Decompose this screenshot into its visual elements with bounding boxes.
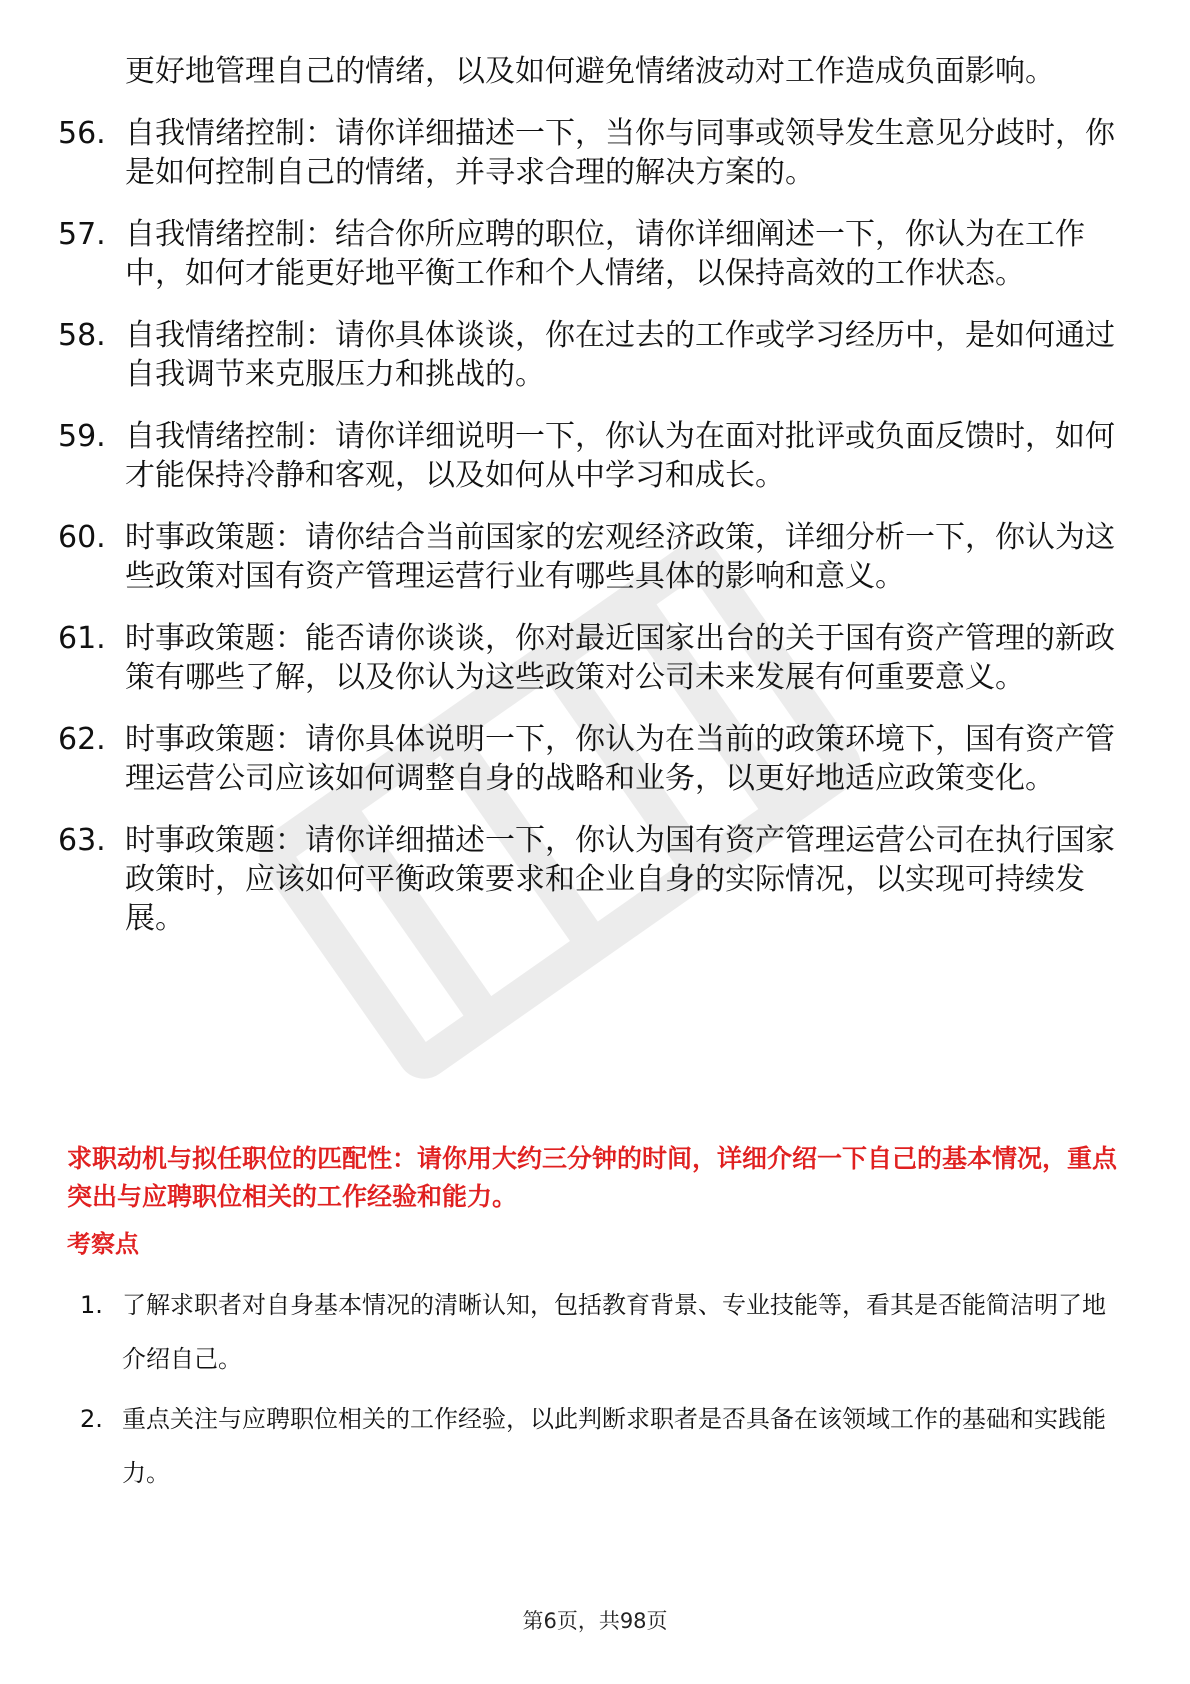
item-number: 56.: [58, 116, 106, 151]
list-item: [58, 518, 1118, 596]
item-text: 自我情绪控制：请你详细说明一下，你认为在面对批评或负面反馈时，如何才能保持冷静和客观，以及如何从中学习和成长。: [125, 419, 1115, 493]
item-text: 自我情绪控制：请你具体谈谈，你在过去的工作或学习经历中，是如何通过自我调节来克服压力和挑战的。: [125, 318, 1115, 392]
list-item: [58, 215, 1118, 293]
item-number: 59.: [58, 419, 106, 454]
item-text: 自我情绪控制：结合你所应聘的职位，请你详细阐述一下，你认为在工作中，如何才能更好地平衡工作和个人情绪，以保持高效的工作状态。: [125, 217, 1085, 291]
item-number: 63.: [58, 823, 106, 858]
list-item: [80, 1392, 1120, 1500]
list-item: [58, 821, 1118, 938]
item-number: 61.: [58, 621, 106, 656]
item-number: 62.: [58, 722, 106, 757]
item-text: 时事政策题：请你具体说明一下，你认为在当前的政策环境下，国有资产管理运营公司应该如何调整自身的战略和业务，以更好地适应政策变化。: [125, 722, 1115, 796]
item-text: 时事政策题：能否请你谈谈，你对最近国家出台的关于国有资产管理的新政策有哪些了解，以及你认为这些政策对公司未来发展有何重要意义。: [125, 621, 1115, 695]
list-item: [58, 720, 1118, 798]
list-item: [80, 1278, 1120, 1386]
list-item: [58, 619, 1118, 697]
question-list: [58, 52, 1118, 961]
item-text: 自我情绪控制：请你详细描述一下，当你与同事或领导发生意见分歧时，你是如何控制自己的情绪，并寻求合理的解决方案的。: [125, 116, 1115, 190]
section-title: 求职动机与拟任职位的匹配性：请你用大约三分钟的时间，详细介绍一下自己的基本情况，重点突出与应聘职位相关的工作经验和能力。: [67, 1144, 1118, 1211]
item-text: 时事政策题：请你详细描述一下，你认为国有资产管理运营公司在执行国家政策时，应该如何平衡政策要求和企业自身的实际情况，以实现可持续发展。: [125, 823, 1115, 936]
list-item: [58, 417, 1118, 495]
item-text: 时事政策题：请你结合当前国家的宏观经济政策，详细分析一下，你认为这些政策对国有资产管理运营行业有哪些具体的影响和意义。: [125, 520, 1115, 594]
page-footer: 第6页，共98页: [522, 1609, 668, 1633]
list-item: [58, 52, 1118, 91]
list-item: [58, 316, 1118, 394]
item-number: 60.: [58, 520, 106, 555]
item-text: 更好地管理自己的情绪，以及如何避免情绪波动对工作造成负面影响。: [125, 54, 1055, 89]
list-item: [58, 114, 1118, 192]
item-text: 重点关注与应聘职位相关的工作经验，以此判断求职者是否具备在该领域工作的基础和实践能力。: [122, 1405, 1106, 1487]
item-number: 1.: [80, 1291, 103, 1319]
item-text: 了解求职者对自身基本情况的清晰认知，包括教育背景、专业技能等，看其是否能简洁明了地介绍自己。: [122, 1291, 1106, 1373]
points-heading: 考察点: [67, 1230, 139, 1258]
item-number: 2.: [80, 1405, 103, 1433]
item-number: 57.: [58, 217, 106, 252]
assessment-points: [80, 1278, 1120, 1506]
item-number: 58.: [58, 318, 106, 353]
